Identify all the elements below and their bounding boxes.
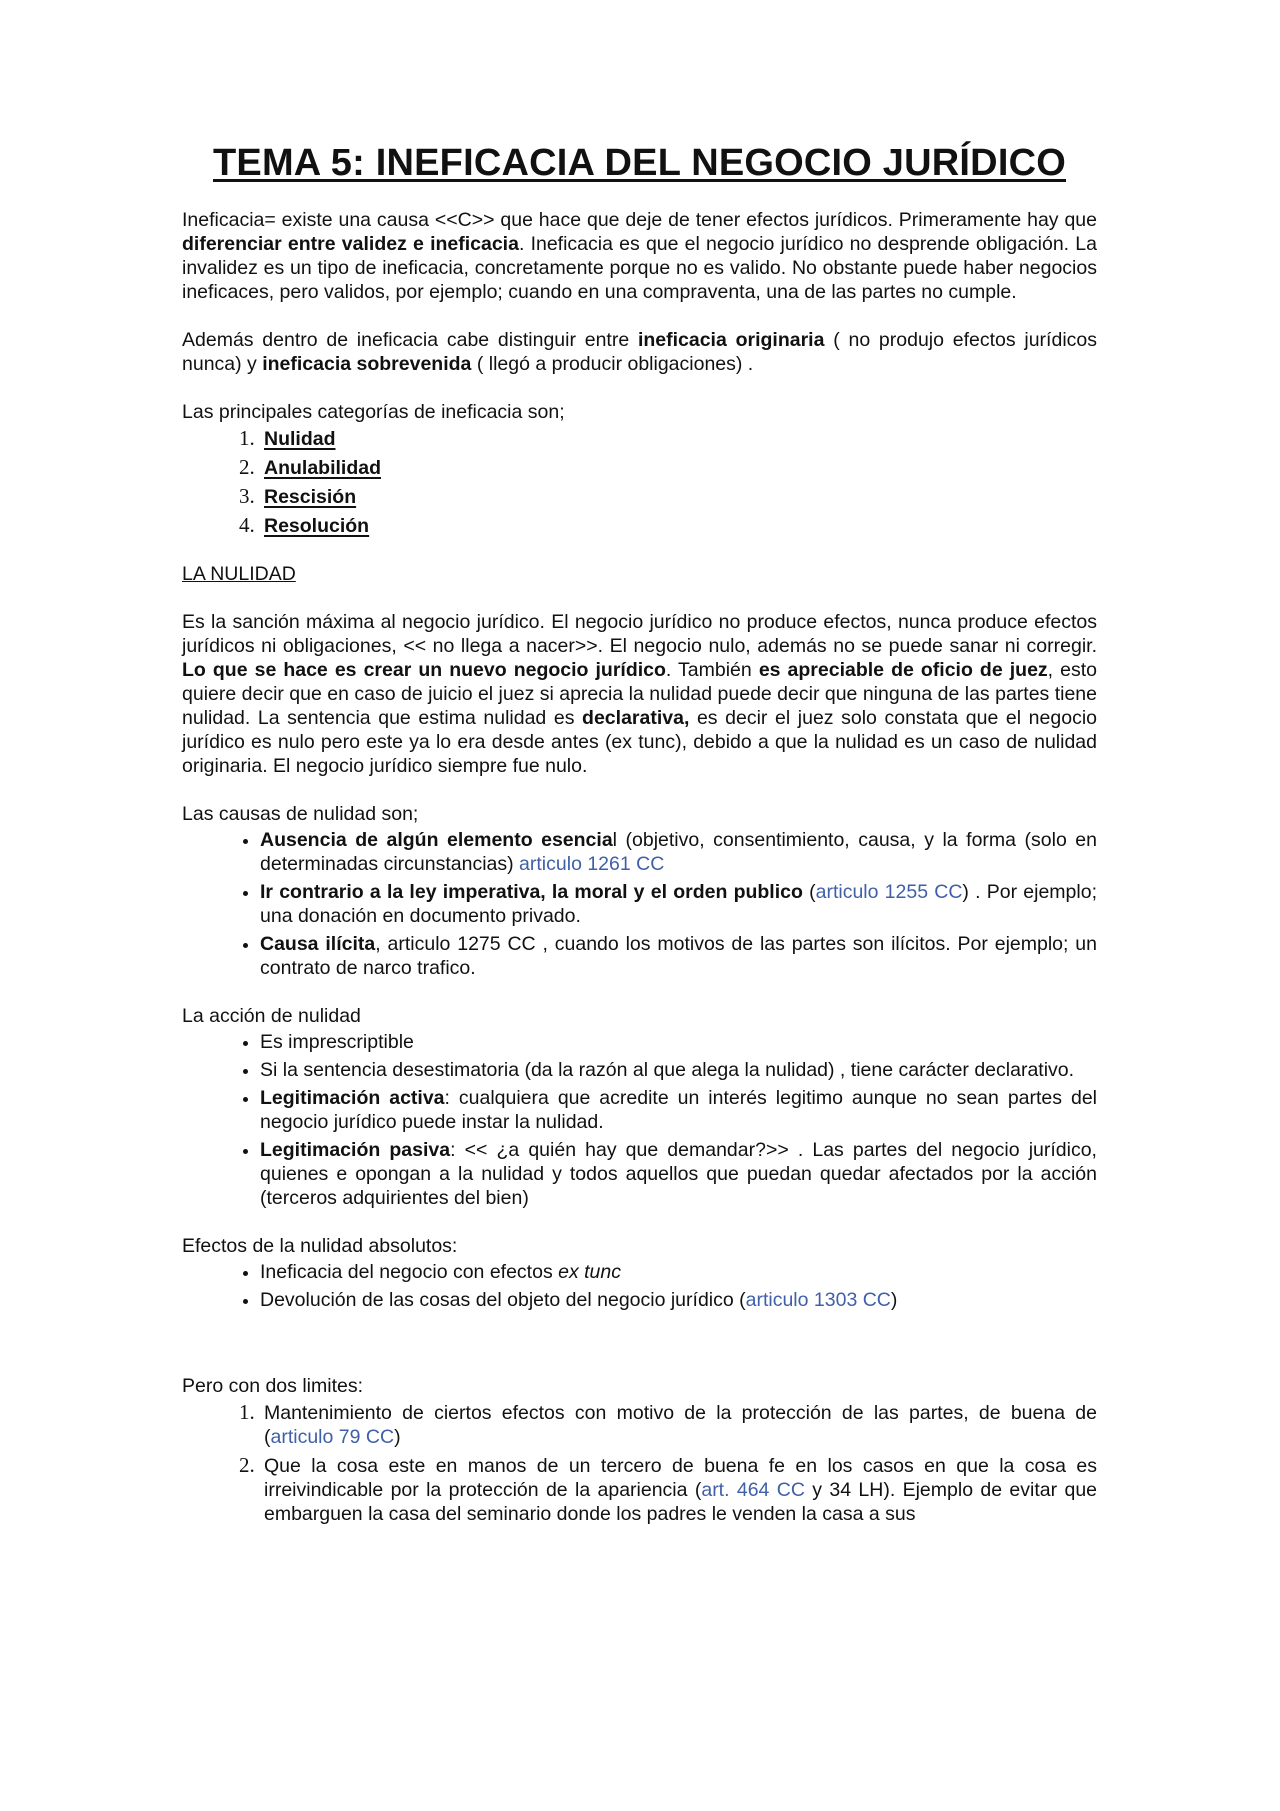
list-item: • Legitimación pasiva: << ¿a quién hay que demandar?>> . Las partes del negocio jurídico, quienes e opongan a la nulidad y todos aquellos que puedan quedar afectados por la acción (terceros adquirientes del bien) — [260, 1138, 1097, 1210]
spacer — [182, 1316, 1097, 1374]
list-item: • Ausencia de algún elemento esencial (objetivo, consentimiento, causa, y la forma (solo en determinadas circunstancias) articulo 1261 CC — [260, 828, 1097, 876]
article-link[interactable]: articulo 79 CC — [270, 1426, 395, 1448]
distinction-paragraph: Además dentro de ineficacia cabe distinguir entre ineficacia originaria ( no produjo efectos jurídicos nunca) y ineficacia sobrevenida ( llegó a producir obligaciones) . — [182, 329, 1097, 375]
list-item: 1. Mantenimiento de ciertos efectos con motivo de la protección de las partes, de buena de (articulo 79 CC) — [260, 1400, 1097, 1449]
categories-lead: Las principales categorías de ineficacia son; — [182, 401, 565, 423]
article-link[interactable]: articulo 1255 CC — [815, 881, 963, 903]
categories-list — [182, 426, 1097, 538]
intro-paragraph: Ineficacia= existe una causa <<C>> que hace que deje de tener efectos jurídicos. Primeramente hay que diferenciar entre validez e ineficacia. Ineficacia es que el negocio jurídico no desprende obligación. La invalidez es un tipo de ineficacia, concretamente porque no es valido. No obstante puede haber negocios ineficaces, pero validos, por ejemplo; cuando en una compraventa, una de las partes no cumple. — [182, 209, 1097, 303]
list-item: • Ir contrario a la ley imperativa, la moral y el orden publico (articulo 1255 CC) . Por ejemplo; una donación en documento privado. — [260, 880, 1097, 928]
limits-lead: Pero con dos limites: — [182, 1375, 363, 1397]
list-item: • Es imprescriptible — [260, 1030, 1097, 1054]
limits-list — [182, 1400, 1097, 1526]
article-link[interactable]: art. 464 CC — [701, 1479, 805, 1501]
action-list — [182, 1030, 1097, 1210]
article-link[interactable]: articulo 1303 CC — [745, 1289, 891, 1311]
section-heading-nulidad: LA NULIDAD — [182, 563, 296, 585]
causes-list — [182, 828, 1097, 980]
action-lead: La acción de nulidad — [182, 1005, 361, 1027]
list-item: 1. Nulidad — [260, 426, 1097, 451]
list-item: 2. Anulabilidad — [260, 455, 1097, 480]
page-title: TEMA 5: INEFICACIA DEL NEGOCIO JURÍDICO — [212, 142, 1066, 184]
list-item: • Devolución de las cosas del objeto del negocio jurídico (articulo 1303 CC) — [260, 1288, 1097, 1312]
list-item: • Causa ilícita, articulo 1275 CC , cuando los motivos de las partes son ilícitos. Por ejemplo; un contrato de narco trafico. — [260, 932, 1097, 980]
causes-lead: Las causas de nulidad son; — [182, 803, 419, 825]
effects-lead: Efectos de la nulidad absolutos: — [182, 1235, 458, 1257]
list-item: 2. Que la cosa este en manos de un tercero de buena fe en los casos en que la cosa es irreivindicable por la protección de la apariencia (art. 464 CC y 34 LH). Ejemplo de evitar que embarguen la casa del seminario donde los padres le venden la casa a sus — [260, 1453, 1097, 1526]
list-item: • Si la sentencia desestimatoria (da la razón al que alega la nulidad) , tiene carácter declarativo. — [260, 1058, 1097, 1082]
nulidad-paragraph: Es la sanción máxima al negocio jurídico. El negocio jurídico no produce efectos, nunca produce efectos jurídicos ni obligaciones, << no llega a nacer>>. El negocio nulo, además no se puede sanar ni corregir. Lo que se hace es crear un nuevo negocio jurídico. También es apreciable de oficio de juez, esto quiere decir que en caso de juicio el juez si aprecia la nulidad puede decir que ninguna de las partes tiene nulidad. La sentencia que estima nulidad es declarativa, es decir el juez solo constata que el negocio jurídico es nulo pero este ya lo era desde antes (ex tunc), debido a que la nulidad es un caso de nulidad originaria. El negocio jurídico siempre fue nulo. — [182, 611, 1097, 777]
effects-list — [182, 1260, 1097, 1312]
list-item: 4. Resolución — [260, 513, 1097, 538]
list-item: 3. Rescisión — [260, 484, 1097, 509]
document-page — [182, 140, 1097, 1530]
article-link[interactable]: articulo 1261 CC — [519, 853, 665, 875]
list-item: • Legitimación activa: cualquiera que acredite un interés legitimo aunque no sean partes del negocio jurídico puede instar la nulidad. — [260, 1086, 1097, 1134]
list-item: • Ineficacia del negocio con efectos ex tunc — [260, 1260, 1097, 1284]
